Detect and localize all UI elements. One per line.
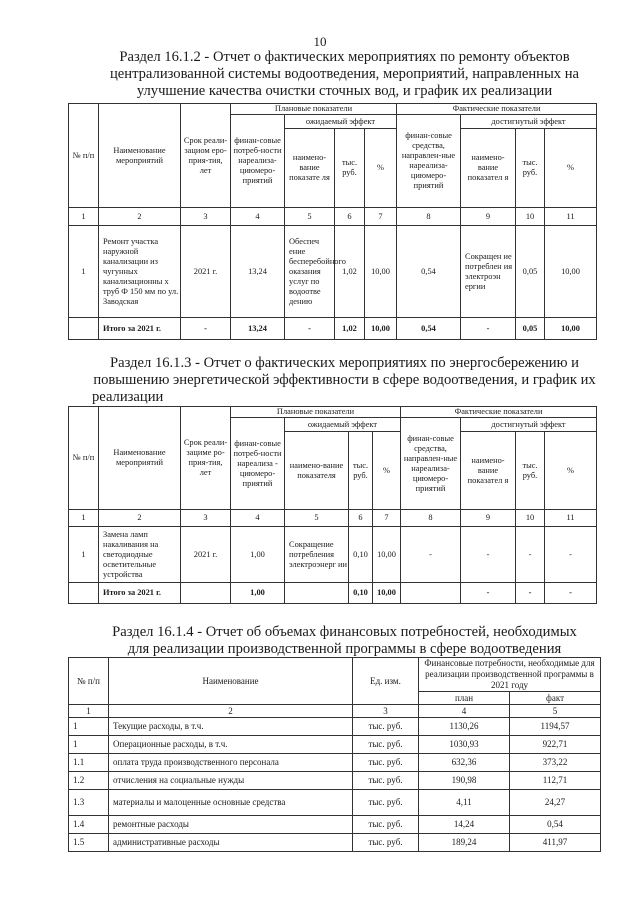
total-cell: -: [285, 318, 335, 340]
col-number: 10: [516, 208, 545, 226]
table-row: [69, 834, 601, 852]
cell-unit: тыс. руб.: [353, 790, 419, 816]
cell-fact: 922,71: [510, 736, 601, 754]
header-term: Срок реали-зациом еро-прия-тия, лет: [181, 104, 231, 208]
cell-plan: 4,11: [419, 790, 510, 816]
cell-fin-plan: 1,00: [231, 527, 285, 583]
header-name-indicator-2: наимено-вание показател я: [461, 432, 516, 510]
cell-num: 1.1: [69, 754, 109, 772]
table-16-1-3: [68, 406, 597, 604]
header-num: № п/п: [69, 658, 109, 705]
cell-pct-2: 10,00: [545, 226, 597, 318]
cell-fin-plan: 13,24: [231, 226, 285, 318]
header-name-indicator: наимено-вание показателя: [285, 432, 349, 510]
header-num: № п/п: [69, 407, 99, 510]
cell-num: 1: [69, 527, 99, 583]
table-row: [69, 226, 597, 318]
cell-fact: 0,54: [510, 816, 601, 834]
header-percent: %: [365, 129, 397, 208]
cell-name: материалы и малоценные основные средства: [109, 790, 353, 816]
cell-unit: тыс. руб.: [353, 754, 419, 772]
header-plan: план: [419, 692, 510, 705]
col-number: 8: [397, 208, 461, 226]
col-number: 5: [285, 208, 335, 226]
cell-unit: тыс. руб.: [353, 816, 419, 834]
total-cell: -: [181, 318, 231, 340]
header-planned: Плановые показатели: [231, 104, 397, 115]
col-number: 4: [419, 705, 510, 718]
total-cell: 0,54: [397, 318, 461, 340]
cell-plan: 1130,26: [419, 718, 510, 736]
cell-indicator: Сокращение потребления электроэнерг ии: [285, 527, 349, 583]
cell-ths: 0,10: [349, 527, 373, 583]
header-ths-rub-2: тыс. руб.: [516, 432, 545, 510]
title-line: повышению энергетической эффективности в сфере водоотведения, и график их: [93, 372, 596, 388]
col-number: 6: [335, 208, 365, 226]
col-number: 7: [365, 208, 397, 226]
title-line: Раздел 16.1.4 - Отчет об объемах финансовых потребностей, необходимых: [112, 624, 577, 640]
col-number: 2: [99, 510, 181, 527]
cell-name: оплата труда производственного персонала: [109, 754, 353, 772]
table-row: [69, 754, 601, 772]
cell-name: Ремонт участка наружной канализации из чугунных канализационны х труб Ф 150 мм по ул. Заводская: [99, 226, 181, 318]
col-number: 5: [285, 510, 349, 527]
cell-pct: 10,00: [373, 527, 401, 583]
col-number: 11: [545, 510, 597, 527]
col-number: 9: [461, 510, 516, 527]
table-row: [69, 790, 601, 816]
col-number: 7: [373, 510, 401, 527]
cell-fin-actual: -: [401, 527, 461, 583]
col-number: 1: [69, 208, 99, 226]
col-number: 5: [510, 705, 601, 718]
table-row: [69, 772, 601, 790]
col-number: 11: [545, 208, 597, 226]
total-cell: [69, 583, 99, 604]
col-number: 4: [231, 510, 285, 527]
cell-fin-actual: 0,54: [397, 226, 461, 318]
col-number: 3: [353, 705, 419, 718]
cell-name: Текущие расходы, в т.ч.: [109, 718, 353, 736]
total-row: [69, 318, 597, 340]
header-achieved-effect: достигнутый эффект: [461, 418, 597, 432]
header-unit: Ед. изм.: [353, 658, 419, 705]
table-16-1-4: [68, 657, 601, 852]
cell-unit: тыс. руб.: [353, 736, 419, 754]
column-numbers-row: [69, 705, 601, 718]
header-term: Срок реали-зациме ро-прия-тия, лет: [181, 407, 231, 510]
header-fin-plan: финан-совые потреб-ности нареализа-циюмеро-приятий: [231, 115, 285, 208]
header-ths-rub-2: тыс. руб.: [516, 129, 545, 208]
column-numbers-row: [69, 208, 597, 226]
header-num: № п/п: [69, 104, 99, 208]
total-cell: [181, 583, 231, 604]
header-name: Наименование мероприятий: [99, 407, 181, 510]
cell-indicator-2: -: [461, 527, 516, 583]
title-line: улучшение качества очистки сточных вод, и график их реализации: [136, 83, 553, 99]
cell-name: Замена ламп накаливания на светодиодные осветительные устройства: [99, 527, 181, 583]
table-row: [69, 736, 601, 754]
col-number: 10: [516, 510, 545, 527]
total-cell: 0,05: [516, 318, 545, 340]
cell-unit: тыс. руб.: [353, 834, 419, 852]
total-cell: -: [516, 583, 545, 604]
header-fin-actual: финан-совые средства, направлен-ные нареализа-циюмеро-приятий: [397, 115, 461, 208]
total-cell: -: [461, 583, 516, 604]
col-number: 1: [69, 510, 99, 527]
cell-ths-2: -: [516, 527, 545, 583]
table-row: [69, 816, 601, 834]
cell-plan: 190,98: [419, 772, 510, 790]
total-cell: -: [461, 318, 516, 340]
header-percent-2: %: [545, 129, 597, 208]
header-name: Наименование мероприятий: [99, 104, 181, 208]
total-cell: 1,02: [335, 318, 365, 340]
cell-num: 1.3: [69, 790, 109, 816]
header-planned: Плановые показатели: [231, 407, 401, 418]
cell-plan: 189,24: [419, 834, 510, 852]
cell-num: 1.4: [69, 816, 109, 834]
section-16-1-3-title: [92, 355, 597, 406]
header-expected-effect: ожидаемый эффект: [285, 418, 401, 432]
title-line: централизованной системы водоотведения, мероприятий, направленных на: [109, 66, 579, 82]
cell-fact: 373,22: [510, 754, 601, 772]
title-line: для реализации производственной программы в сфере водоотведения: [127, 641, 562, 657]
header-achieved-effect: достигнутый эффект: [461, 115, 597, 129]
total-cell: [69, 318, 99, 340]
total-cell: [401, 583, 461, 604]
header-actual: Фактические показатели: [401, 407, 597, 418]
total-label: Итого за 2021 г.: [99, 318, 181, 340]
page-number: 10: [313, 34, 327, 49]
section-16-1-4-title: [92, 624, 597, 658]
title-line: Раздел 16.1.2 - Отчет о фактических мероприятиях по ремонту объектов: [119, 49, 570, 65]
cell-plan: 632,36: [419, 754, 510, 772]
cell-pct: 10,00: [365, 226, 397, 318]
total-cell: [285, 583, 349, 604]
title-line: реализации: [92, 389, 164, 405]
cell-ths: 1,02: [335, 226, 365, 318]
cell-indicator: Обеспеч ение бесперебойного оказания услуг по водоотве дению: [285, 226, 335, 318]
cell-num: 1.5: [69, 834, 109, 852]
cell-indicator-2: Сокращен ие потреблен ия электроэн ергии: [461, 226, 516, 318]
cell-term: 2021 г.: [181, 226, 231, 318]
header-ths-rub: тыс. руб.: [335, 129, 365, 208]
cell-plan: 14,24: [419, 816, 510, 834]
cell-name: отчисления на социальные нужды: [109, 772, 353, 790]
col-number: 3: [181, 208, 231, 226]
cell-num: 1: [69, 718, 109, 736]
total-cell: 0,10: [349, 583, 373, 604]
cell-num: 1.2: [69, 772, 109, 790]
table-16-1-2: [68, 103, 597, 340]
header-fin-actual: финан-совые средства, направлен-ные нареализа-циюмеро-приятий: [401, 418, 461, 510]
total-cell: -: [545, 583, 597, 604]
cell-unit: тыс. руб.: [353, 718, 419, 736]
cell-plan: 1030,93: [419, 736, 510, 754]
col-number: 3: [181, 510, 231, 527]
header-name-indicator: наимено-вание показате ля: [285, 129, 335, 208]
cell-num: 1: [69, 736, 109, 754]
header-percent: %: [373, 432, 401, 510]
cell-fact: 24,27: [510, 790, 601, 816]
cell-num: 1: [69, 226, 99, 318]
cell-name: административные расходы: [109, 834, 353, 852]
header-actual: Фактические показатели: [397, 104, 597, 115]
header-fact: факт: [510, 692, 601, 705]
column-numbers-row: [69, 510, 597, 527]
cell-unit: тыс. руб.: [353, 772, 419, 790]
cell-ths-2: 0,05: [516, 226, 545, 318]
cell-term: 2021 г.: [181, 527, 231, 583]
total-label: Итого за 2021 г.: [99, 583, 181, 604]
title-line: Раздел 16.1.3 - Отчет о фактических мероприятиях по энергосбережению и: [110, 355, 579, 371]
cell-fact: 112,71: [510, 772, 601, 790]
cell-fact: 411,97: [510, 834, 601, 852]
total-cell: 10,00: [545, 318, 597, 340]
header-expected-effect: ожидаемый эффект: [285, 115, 397, 129]
col-number: 1: [69, 705, 109, 718]
header-name: Наименование: [109, 658, 353, 705]
header-percent-2: %: [545, 432, 597, 510]
col-number: 8: [401, 510, 461, 527]
cell-fact: 1194,57: [510, 718, 601, 736]
header-name-indicator-2: наимено-вание показател я: [461, 129, 516, 208]
col-number: 4: [231, 208, 285, 226]
table-row: [69, 718, 601, 736]
total-cell: 10,00: [365, 318, 397, 340]
col-number: 2: [109, 705, 353, 718]
header-fin-plan: финан-совые потреб-ности нареализа - циюмеро-приятий: [231, 418, 285, 510]
cell-name: ремонтные расходы: [109, 816, 353, 834]
total-cell: 10,00: [373, 583, 401, 604]
header-fin-needs: Финансовые потребности, необходимые для реализации производственной программы в 2021 году: [419, 658, 601, 692]
col-number: 2: [99, 208, 181, 226]
header-ths-rub: тыс. руб.: [349, 432, 373, 510]
col-number: 9: [461, 208, 516, 226]
cell-pct-2: -: [545, 527, 597, 583]
col-number: 6: [349, 510, 373, 527]
total-cell: 1,00: [231, 583, 285, 604]
cell-name: Операционные расходы, в т.ч.: [109, 736, 353, 754]
section-16-1-2-title: [92, 49, 597, 100]
table-row: [69, 527, 597, 583]
total-cell: 13,24: [231, 318, 285, 340]
total-row: [69, 583, 597, 604]
